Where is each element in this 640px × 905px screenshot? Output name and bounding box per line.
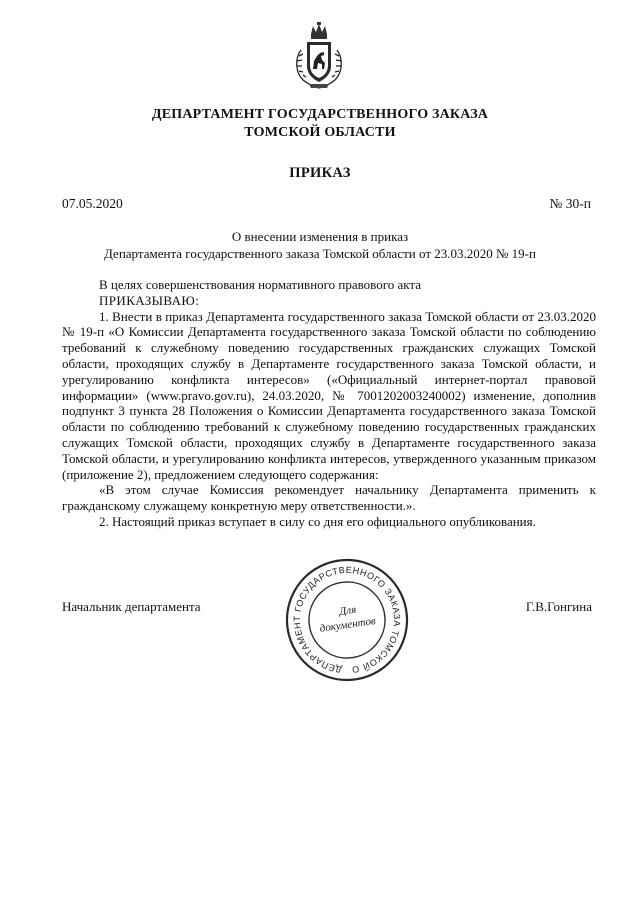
order-word: ПРИКАЗЫВАЮ: [99,292,200,308]
quote-paragraph: «В этом случае Комиссия рекомендует начальнику Департамента применить к гражданскому служащему конкретную меру ответственности.». [62,482,596,514]
item-2-paragraph: 2. Настоящий приказ вступает в силу со дня его официального опубликования. [99,513,536,529]
subject-line1: О внесении изменения в приказ [231,229,409,244]
signatory-position: Начальник департамента [62,599,201,614]
organization-name-line1: ДЕПАРТАМЕНТ ГОСУДАРСТВЕННОГО ЗАКАЗА [151,107,489,122]
stamp-ring-text: ДЕПАРТАМЕНТ ГОСУДАРСТВЕННОГО ЗАКАЗА ТОМСКОЙ ОБЛАСТИ [291,564,403,675]
tomsk-coat-of-arms-icon [291,22,347,92]
stamp-center-line1: Для [338,603,357,618]
document-date: 07.05.2020 [62,196,123,211]
organization-name [0,106,640,142]
preamble: В целях совершенствования нормативного правового акта [99,277,422,292]
subject-line2: Департамента государственного заказа Томской области от 23.03.2020 № 19-п [104,246,536,261]
organization-name-line2: ТОМСКОЙ ОБЛАСТИ [244,125,396,140]
stamp-center-line2: документов [318,615,377,635]
document-number: № 30-п [549,196,591,211]
document-type: ПРИКАЗ [289,165,351,181]
item-1-paragraph: 1. Внести в приказ Департамента государственного заказа Томской области от 23.03.2020 № 19-п «О Комиссии Департамента государственного заказа Томской области по соблюдению требований к служебному поведению государственных гражданских служащих Томской области, проходящих службу в Департаменте государственного заказа Томской области, и урегулированию конфликта интересов» («Официальный интернет-портал правовой информации» (www.pravo.gov.ru), 24.03.2020, № 7001202003240002) изменение, дополнив подпункт 3 пункта 28 Положения о Комиссии Департамента государственного заказа Томской области по соблюдению требований к служебному поведению государственных гражданских служащих Томской области, проходящих службу в Департаменте государственного заказа Томской области, и урегулированию конфликта интересов, утвержденного указанным приказом (приложение 2), предложением следующего содержания: [62,308,596,482]
signatory-name: Г.В.Гонгина [525,599,592,614]
document-subject [0,228,640,262]
official-stamp [283,556,411,684]
document-body [62,277,596,530]
